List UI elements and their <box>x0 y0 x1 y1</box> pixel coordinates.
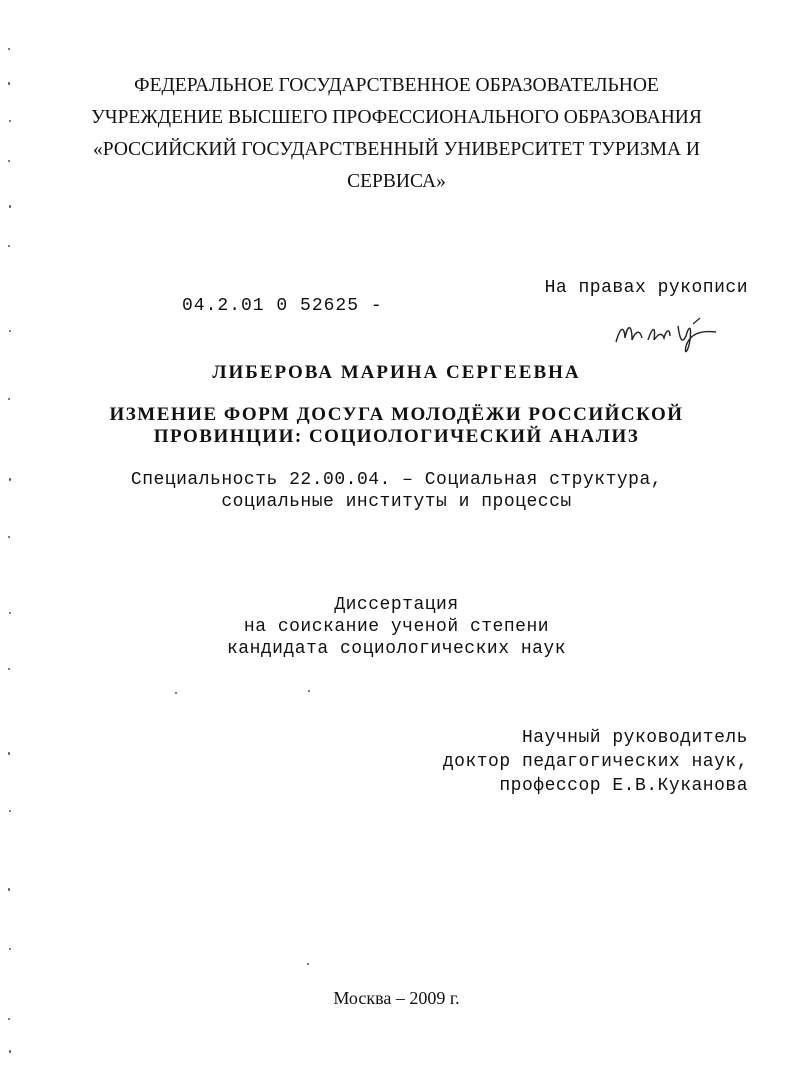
scan-speck <box>9 120 11 122</box>
scan-speck <box>307 963 309 965</box>
scan-speck <box>8 245 10 247</box>
scan-speck <box>308 690 310 692</box>
dissertation-line-3: кандидата социологических наук <box>226 639 567 659</box>
institution-line-3: «РОССИЙСКИЙ ГОСУДАРСТВЕННЫЙ УНИВЕРСИТЕТ ТУРИЗМА И <box>93 139 700 160</box>
scan-speck <box>8 668 10 670</box>
dissertation-line-2: на соискание ученой степени <box>243 617 550 637</box>
advisor-line-1: Научный руководитель <box>521 728 748 748</box>
signature-image <box>608 310 728 360</box>
thesis-title <box>0 404 793 448</box>
institution-header <box>0 70 793 198</box>
scan-speck <box>8 398 10 400</box>
scan-speck <box>8 82 10 85</box>
thesis-title-line-2: ПРОВИНЦИИ: СОЦИОЛОГИЧЕСКИЙ АНАЛИЗ <box>153 426 640 447</box>
dissertation-line-1: Диссертация <box>334 595 459 615</box>
scan-speck <box>9 205 11 208</box>
scan-speck <box>8 1018 10 1020</box>
institution-line-2: УЧРЕЖДЕНИЕ ВЫСШЕГО ПРОФЕССИОНАЛЬНОГО ОБРАЗОВАНИЯ <box>91 107 702 128</box>
registration-number: 04.2.01 0 52625 - <box>182 296 383 316</box>
rights-label: На правах рукописи <box>544 278 748 298</box>
scan-speck <box>9 1050 11 1053</box>
scan-speck <box>9 612 11 614</box>
specialty-line-2: социальные институты и процессы <box>221 492 572 512</box>
scan-speck <box>8 160 10 162</box>
advisor-block <box>443 726 748 798</box>
scan-speck <box>175 692 177 694</box>
advisor-line-2: доктор педагогических наук, <box>442 752 748 772</box>
scan-speck <box>8 888 10 891</box>
dissertation-block <box>0 594 793 660</box>
specialty-block <box>0 469 793 513</box>
scan-speck <box>8 536 10 538</box>
advisor-line-3: профессор Е.В.Куканова <box>499 776 748 796</box>
scan-speck <box>9 330 11 332</box>
scan-speck <box>9 478 11 481</box>
thesis-title-line-1: ИЗМЕНИЕ ФОРМ ДОСУГА МОЛОДЁЖИ РОССИЙСКОЙ <box>109 404 684 425</box>
city-year: Москва – 2009 г. <box>333 988 460 1008</box>
author-name: ЛИБЕРОВА МАРИНА СЕРГЕЕВНА <box>212 362 581 383</box>
institution-line-1: ФЕДЕРАЛЬНОЕ ГОСУДАРСТВЕННОЕ ОБРАЗОВАТЕЛЬНОЕ <box>134 75 659 96</box>
specialty-line-1: Специальность 22.00.04. – Социальная структура, <box>130 470 663 490</box>
scan-speck <box>9 810 11 812</box>
scan-speck <box>9 948 11 950</box>
scan-speck <box>8 48 10 50</box>
scan-speck <box>8 752 10 755</box>
institution-line-4: СЕРВИСА» <box>347 171 446 192</box>
